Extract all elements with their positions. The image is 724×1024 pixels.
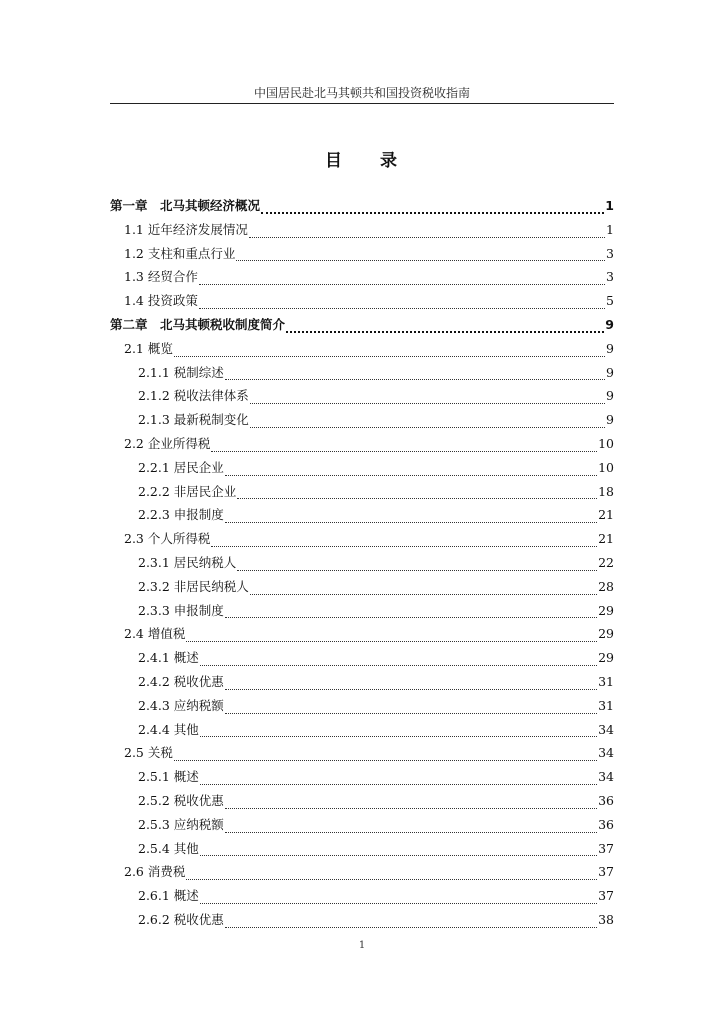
dot-leader [200,784,597,785]
toc-entry-page: 29 [598,626,614,642]
toc-entry-page: 3 [606,245,614,261]
toc-entry[interactable] [110,601,614,625]
toc-entry[interactable] [110,458,614,482]
toc-entry[interactable] [110,743,614,767]
toc-entry-label: 1.3 经贸合作 [124,269,198,285]
toc-title-char: 目 [325,151,344,171]
toc-entry-label: 2.5.2 税收优惠 [138,792,224,808]
toc-entry-page: 38 [598,911,614,927]
toc-entry-page: 21 [598,531,614,547]
dot-leader [225,713,597,714]
dot-leader [211,451,597,452]
dot-leader [236,260,605,261]
toc-entry-label: 1.2 支柱和重点行业 [124,245,236,261]
dot-leader [261,212,604,214]
toc-entry-page: 31 [598,697,614,713]
toc-entry-label: 2.5.1 概述 [138,769,199,785]
toc-entry-page: 18 [598,483,614,499]
dot-leader [200,736,597,737]
dot-leader [174,760,597,761]
dot-leader [225,522,597,523]
toc-entry[interactable] [110,339,614,363]
toc-entry-page: 34 [598,745,614,761]
toc-entry-page: 28 [598,578,614,594]
toc-entry-label: 第二章 北马其顿税收制度简介 [110,316,286,332]
toc-entry-label: 2.4.4 其他 [138,721,199,737]
toc-entry-page: 29 [598,602,614,618]
dot-leader [250,403,605,404]
dot-leader [286,331,604,333]
toc-entry[interactable] [110,553,614,577]
dot-leader [186,641,597,642]
toc-entry[interactable] [110,410,614,434]
toc-entry-label: 1.4 投资政策 [124,293,198,309]
dot-leader [174,356,605,357]
dot-leader [225,927,597,928]
toc-entry-page: 36 [598,792,614,808]
dot-leader [225,689,597,690]
toc-entry-label: 第一章 北马其顿经济概况 [110,198,261,213]
toc-entry-label: 2.1.3 最新税制变化 [138,412,249,428]
toc-entry-label: 2.2 企业所得税 [124,435,211,451]
toc-entry-label: 2.3.2 非居民纳税人 [138,578,249,594]
toc-entry[interactable] [110,529,614,553]
toc-entry[interactable] [110,672,614,696]
toc-entry-label: 2.6 消费税 [124,864,186,880]
toc-entry[interactable] [110,648,614,672]
toc-entry[interactable] [110,267,614,291]
toc-entry-page: 9 [606,340,614,356]
running-header: 中国居民赴北马其顿共和国投资税收指南 [253,86,470,100]
toc-entry-label: 2.1 概览 [124,340,173,356]
toc-entry-page: 21 [598,507,614,523]
toc-entry-page: 1 [606,221,614,237]
dot-leader [225,475,597,476]
toc-entry-label: 2.5.4 其他 [138,840,199,856]
dot-leader [237,570,597,571]
toc-entry-page: 9 [605,316,614,332]
dot-leader [199,308,605,309]
toc-entry-page: 22 [598,554,614,570]
toc-entry-label: 2.1.2 税收法律体系 [138,388,249,404]
toc-entry[interactable] [110,767,614,791]
toc-entry[interactable] [110,386,614,410]
toc-entry[interactable] [110,815,614,839]
toc-entry-page: 34 [598,721,614,737]
toc-entry-page: 5 [606,293,614,309]
dot-leader [225,832,597,833]
toc-entry-label: 2.3 个人所得税 [124,531,211,547]
toc-entry[interactable] [110,791,614,815]
dot-leader [211,546,597,547]
dot-leader [237,498,597,499]
toc-title [0,146,724,171]
toc-entry-label: 2.2.3 申报制度 [138,507,224,523]
toc-entry[interactable] [110,482,614,506]
toc-entry-page: 1 [605,198,614,213]
toc-chapter-entry[interactable] [110,315,614,339]
dot-leader [225,379,605,380]
toc-entry[interactable] [110,577,614,601]
toc-entry-page: 36 [598,816,614,832]
dot-leader [249,237,605,238]
header-rule [110,103,614,104]
toc-entry-label: 2.4.2 税收优惠 [138,673,224,689]
dot-leader [250,594,597,595]
toc-entry-page: 34 [598,769,614,785]
toc-title-char: 录 [380,151,399,171]
toc-entry-page: 29 [598,650,614,666]
toc-entry-page: 10 [598,459,614,475]
dot-leader [225,617,597,618]
toc-entry-page: 9 [606,388,614,404]
toc-entry-page: 10 [598,435,614,451]
toc-entry-page: 37 [598,888,614,904]
toc-entry-page: 9 [606,412,614,428]
toc-entry[interactable] [110,862,614,886]
toc-entry-page: 31 [598,673,614,689]
toc-entry-label: 2.4.1 概述 [138,650,199,666]
toc-entry[interactable] [110,291,614,315]
toc-entry[interactable] [110,696,614,720]
toc-entry-label: 2.3.1 居民纳税人 [138,554,237,570]
toc-entry-page: 37 [598,840,614,856]
toc-entry[interactable] [110,505,614,529]
toc-entry-label: 2.5.3 应纳税额 [138,816,224,832]
toc-entry[interactable] [110,910,614,934]
toc-entry-label: 1.1 近年经济发展情况 [124,221,248,237]
toc-entry[interactable] [110,244,614,268]
toc-entry[interactable] [110,434,614,458]
toc-entry-label: 2.6.1 概述 [138,888,199,904]
toc-entry[interactable] [110,624,614,648]
toc-entry-label: 2.5 关税 [124,745,173,761]
dot-leader [250,427,605,428]
dot-leader [186,879,597,880]
toc-entry[interactable] [110,839,614,863]
toc-entry[interactable] [110,720,614,744]
toc-entry-label: 2.3.3 申报制度 [138,602,224,618]
page-number: 1 [358,940,366,951]
toc-entry-page: 37 [598,864,614,880]
dot-leader [200,665,597,666]
toc-chapter-entry[interactable] [110,196,614,220]
table-of-contents [110,196,614,934]
toc-entry-label: 2.1.1 税制综述 [138,364,224,380]
toc-entry-label: 2.2.2 非居民企业 [138,483,237,499]
toc-entry-page: 9 [606,364,614,380]
dot-leader [200,903,597,904]
toc-entry-label: 2.4.3 应纳税额 [138,697,224,713]
toc-entry-label: 2.2.1 居民企业 [138,459,224,475]
toc-entry-label: 2.6.2 税收优惠 [138,911,224,927]
dot-leader [200,855,597,856]
toc-entry[interactable] [110,363,614,387]
dot-leader [225,808,597,809]
toc-entry-page: 3 [606,269,614,285]
toc-entry[interactable] [110,886,614,910]
toc-entry[interactable] [110,220,614,244]
dot-leader [199,284,605,285]
toc-entry-label: 2.4 增值税 [124,626,186,642]
